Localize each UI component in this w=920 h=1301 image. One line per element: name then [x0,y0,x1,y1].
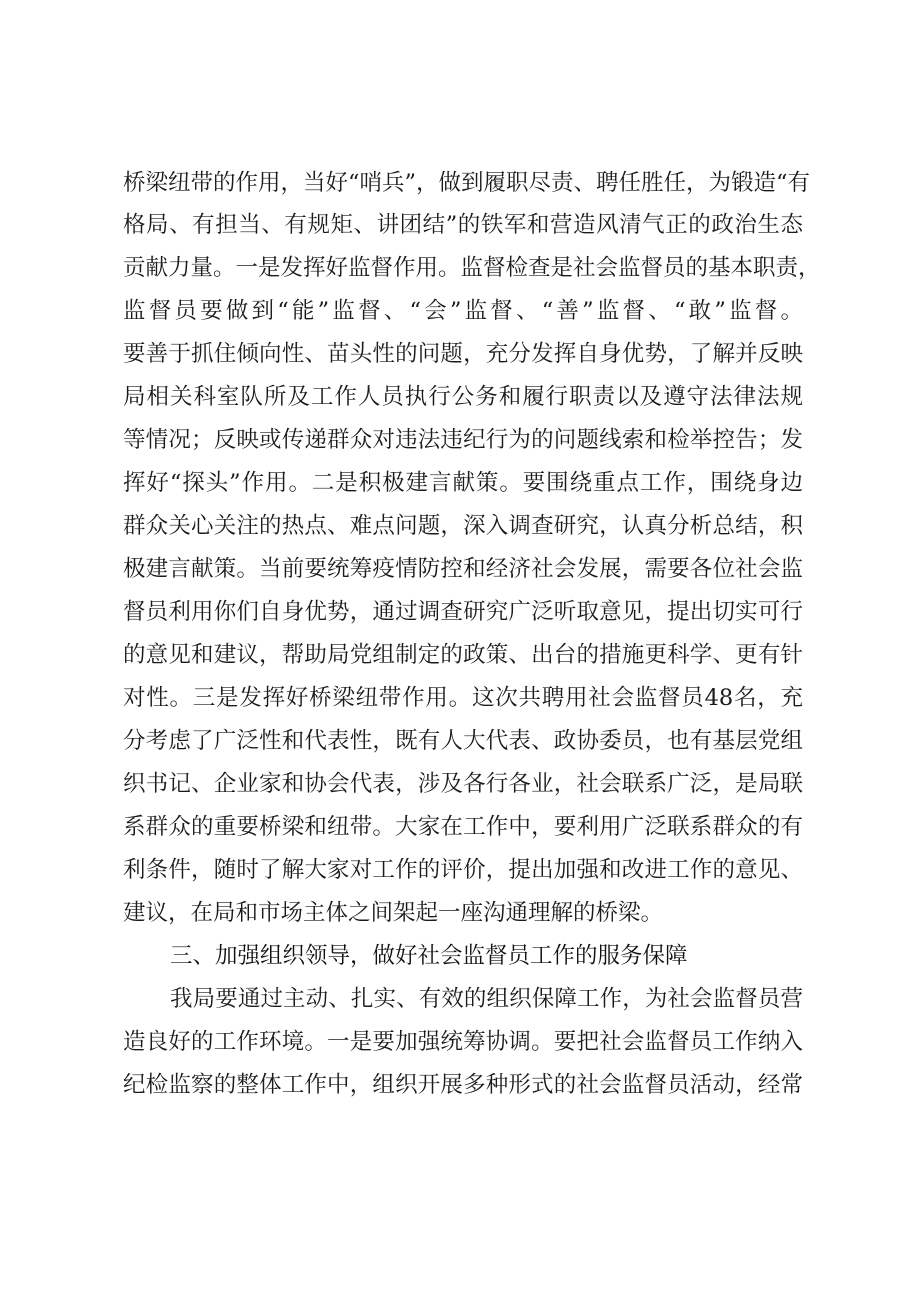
paragraph-line: 局相关科室队所及工作人员执行公务和履行职责以及遵守法律法规 [123,384,803,410]
paragraph-line: 督员利用你们自身优势，通过调查研究广泛听取意见，提出切实可行 [123,599,803,625]
paragraph-line: 格局、有担当、有规矩、讲团结”的铁军和营造风清气正的政治生态 [123,212,803,238]
paragraph-line: 造良好的工作环境。一是要加强统筹协调。要把社会监督员工作纳入 [123,1029,803,1055]
paragraph-line: 群众关心关注的热点、难点问题，深入调查研究，认真分析总结，积 [123,513,803,539]
paragraph-line: 分考虑了广泛性和代表性，既有人大代表、政协委员，也有基层党组 [123,728,803,754]
paragraph-line: 极建言献策。当前要统筹疫情防控和经济社会发展，需要各位社会监 [123,556,803,582]
paragraph-line: 的意见和建议，帮助局党组制定的政策、出台的措施更科学、更有针 [123,642,803,668]
paragraph-line: 对性。三是发挥好桥梁纽带作用。这次共聘用社会监督员48名，充 [123,685,803,711]
paragraph-line: 挥好“探头”作用。二是积极建言献策。要围绕重点工作，围绕身边 [123,470,803,496]
paragraph-line: 织书记、企业家和协会代表，涉及各行各业，社会联系广泛，是局联 [123,771,803,797]
paragraph-line: 我局要通过主动、扎实、有效的组织保障工作，为社会监督员营 [170,986,803,1012]
paragraph-line: 监督员要做到“能”监督、“会”监督、“善”监督、“敢”监督。 [123,298,803,324]
paragraph-line: 等情况；反映或传递群众对违法违纪行为的问题线索和检举控告；发 [123,427,803,453]
paragraph-line: 要善于抓住倾向性、苗头性的问题，充分发挥自身优势，了解并反映 [123,341,803,367]
paragraph-line: 系群众的重要桥梁和纽带。大家在工作中，要利用广泛联系群众的有 [123,814,803,840]
paragraph-line: 利条件，随时了解大家对工作的评价，提出加强和改进工作的意见、 [123,857,803,883]
section-heading: 三、加强组织领导，做好社会监督员工作的服务保障 [170,943,688,969]
paragraph-line: 纪检监察的整体工作中，组织开展多种形式的社会监督员活动，经常 [123,1072,803,1098]
paragraph-line: 桥梁纽带的作用，当好“哨兵”，做到履职尽责、聘任胜任，为锻造“有 [123,170,811,196]
paragraph-line: 贡献力量。一是发挥好监督作用。监督检查是社会监督员的基本职责， [123,255,821,281]
paragraph-line: 建议，在局和市场主体之间架起一座沟通理解的桥梁。 [123,900,664,926]
